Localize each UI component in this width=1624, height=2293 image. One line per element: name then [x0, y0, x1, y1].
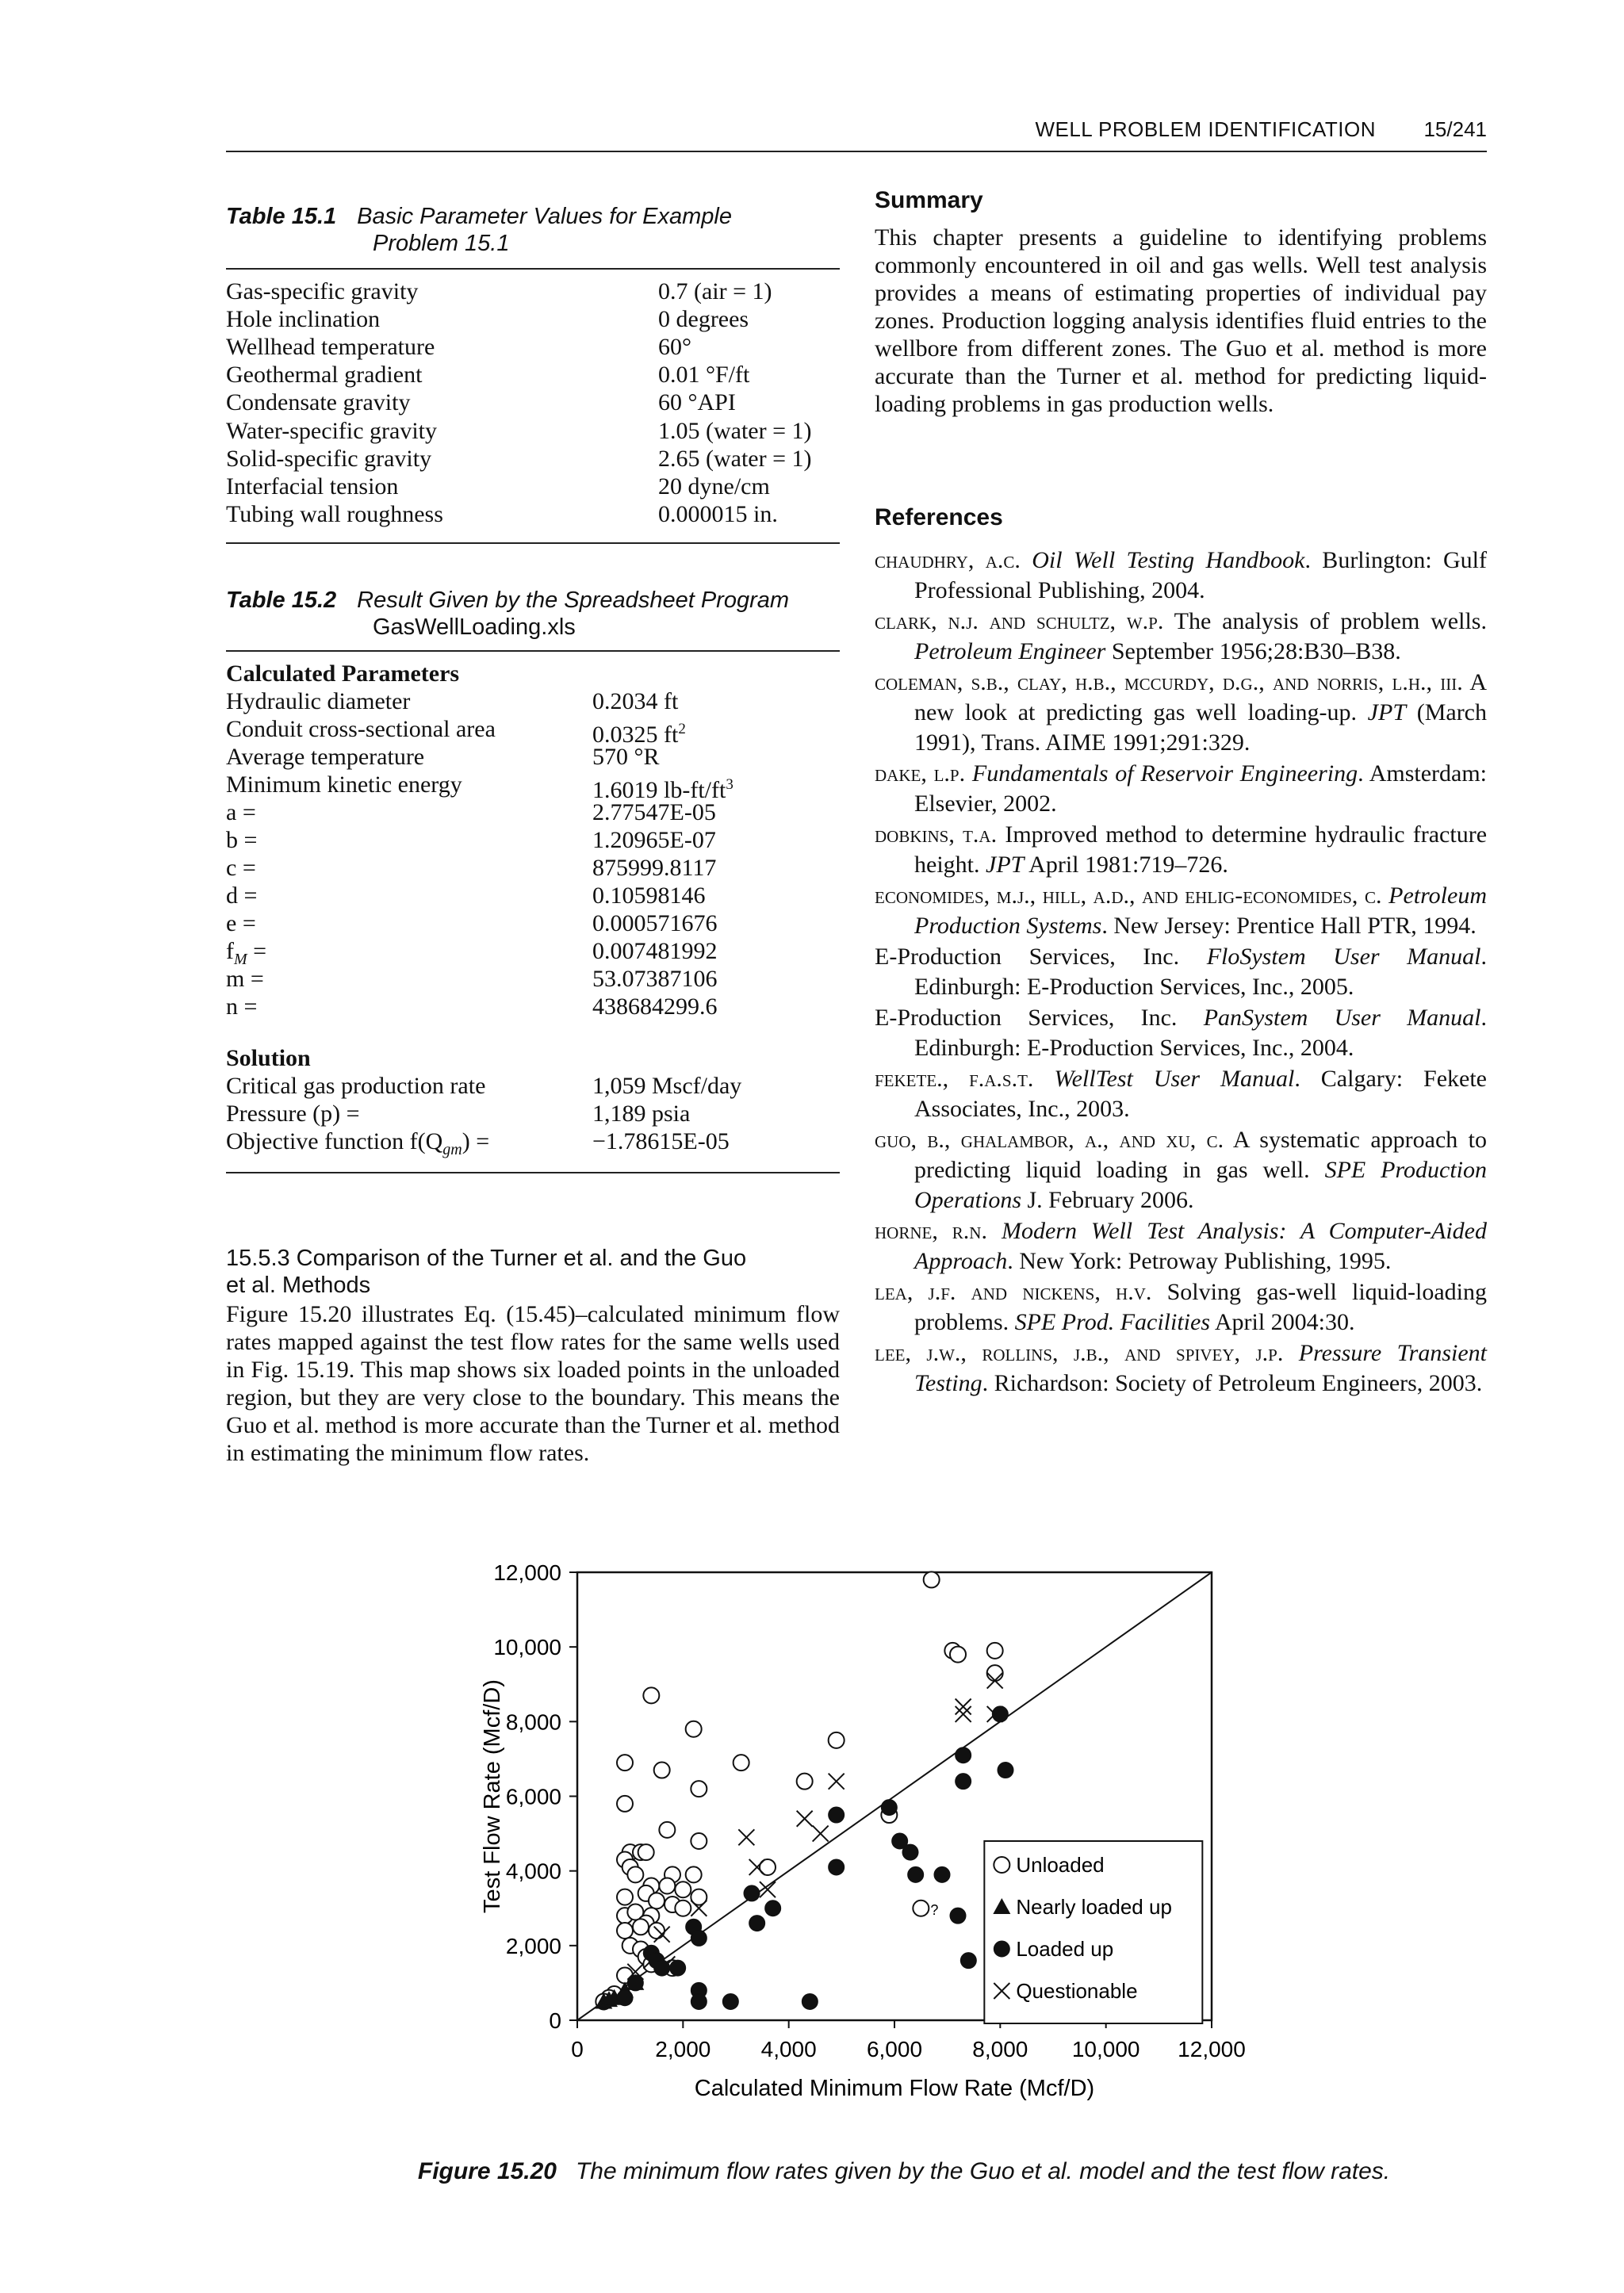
section-body: Figure 15.20 illustrates Eq. (15.45)–calculated minimum flow rates mapped against the test flow rates for the same wells used in Fig. 15.19. This map shows six loaded points in the unloaded region, but they are very close to the boundary. This means the Guo et al. method is more accurate than the Turner et al. method in estimating the minimum flow rates. — [226, 1301, 840, 1466]
page-header — [226, 111, 1487, 152]
reference-title: JPT — [986, 852, 1025, 878]
unloaded-point — [649, 1923, 665, 1939]
unloaded-point — [950, 1647, 966, 1663]
reference-item — [875, 1216, 1487, 1277]
row-label — [226, 473, 398, 500]
reference-item — [875, 1064, 1487, 1124]
y-tick-label: 4,000 — [505, 1859, 561, 1884]
reference-title: Oil Well Testing Handbook — [1032, 547, 1305, 573]
row-label-text: Tubing wall roughness — [226, 500, 443, 527]
unloaded-point — [924, 1571, 940, 1587]
table-15-1-caption — [226, 203, 860, 257]
row-value-text: 0.000571676 — [592, 910, 718, 936]
row-value — [592, 1072, 741, 1100]
row-value — [658, 445, 812, 473]
reference-item — [875, 545, 1487, 606]
row-value-text: 1.6019 lb-ft/ft — [592, 777, 726, 803]
row-label — [226, 687, 410, 715]
legend-label: Questionable — [1016, 1979, 1138, 2003]
reference-authors: guo, b., ghalambor, a., and xu, c. — [875, 1127, 1224, 1153]
table-section-heading: Solution — [226, 1045, 311, 1071]
reference-item — [875, 1125, 1487, 1215]
loaded-up-point — [749, 1916, 765, 1931]
row-label-text: Interfacial tension — [226, 473, 399, 500]
questionable-point — [797, 1811, 813, 1827]
row-label-text: Wellhead temperature — [226, 334, 435, 361]
row-label-tail: ) = — [462, 1128, 490, 1154]
row-label — [226, 361, 422, 389]
row-value-text: 1.20965E-07 — [592, 827, 716, 853]
figure-15-20-chart — [444, 1550, 1285, 2129]
reference-authors: lea, j.f. and nickens, h.v. — [875, 1279, 1152, 1305]
unloaded-point — [797, 1774, 813, 1790]
heading-line: et al. Methods — [226, 1273, 371, 1298]
reference-authors: clark, n.j. and schultz, w.p. — [875, 608, 1164, 634]
unloaded-point — [733, 1755, 749, 1770]
row-label-subscript: gm — [442, 1141, 462, 1158]
reference-authors: dake, l.p. — [875, 760, 966, 787]
unloaded-point — [633, 1919, 649, 1935]
table-rule — [226, 650, 840, 652]
row-label-text: Hydraulic diameter — [226, 688, 411, 714]
row-label-tail: = — [247, 938, 267, 964]
reference-item — [875, 881, 1487, 941]
row-value — [658, 473, 770, 500]
questionable-point — [956, 1706, 971, 1722]
row-label-text: b = — [226, 827, 258, 853]
loaded-up-point — [902, 1844, 918, 1860]
row-value — [658, 500, 778, 528]
row-label — [226, 715, 496, 743]
chart-legend — [984, 1841, 1202, 2023]
x-tick-label: 10,000 — [1071, 2037, 1140, 2061]
row-value-text: 438684299.6 — [592, 993, 718, 1020]
references-list — [875, 545, 1487, 1399]
row-value — [592, 937, 718, 965]
unloaded-point — [617, 1923, 633, 1939]
row-value-text: 875999.8117 — [592, 855, 717, 881]
reference-title: PanSystem User Manual — [1203, 1005, 1481, 1031]
loaded-up-point — [956, 1748, 971, 1763]
reference-details: . Richardson: Society of Petroleum Engineers, 2003. — [982, 1370, 1483, 1396]
loaded-up-point — [765, 1901, 781, 1916]
table-rule — [226, 542, 840, 544]
unloaded-point — [686, 1721, 702, 1737]
row-label — [226, 333, 435, 361]
reference-details: . New York: Petroway Publishing, 1995. — [1007, 1248, 1392, 1274]
row-label — [226, 882, 257, 909]
row-value-text: 0.01 °F/ft — [658, 362, 750, 389]
row-label-text: Pressure (p) = — [226, 1101, 360, 1127]
legend-marker — [994, 1857, 1009, 1873]
loaded-up-point — [691, 1930, 707, 1946]
row-label — [226, 771, 462, 798]
row-value-text: 0 degrees — [658, 306, 749, 333]
x-tick-label: 4,000 — [760, 2037, 817, 2061]
row-label — [226, 826, 257, 854]
row-value — [658, 417, 812, 445]
reference-authors: coleman, s.b., clay, h.b., mccurdy, d.g., and norris, l.h., iii. — [875, 669, 1463, 695]
y-tick-label: 8,000 — [505, 1709, 561, 1735]
references-heading: References — [875, 504, 1003, 530]
reference-details: April 2004:30. — [1210, 1309, 1355, 1335]
table-section-heading: Calculated Parameters — [226, 660, 460, 687]
unloaded-point — [829, 1732, 845, 1748]
row-label — [226, 1127, 489, 1164]
row-label-text: Hole inclination — [226, 306, 381, 333]
row-value-text: 0.0325 ft — [592, 722, 679, 748]
row-label — [226, 278, 418, 305]
caption-line: Problem 15.1 — [373, 231, 510, 256]
row-value — [592, 993, 718, 1020]
reference-title: Fundamentals of Reservoir Engineering — [971, 760, 1358, 787]
reference-article-title: Improved method to determine hydraulic fracture height. — [914, 821, 1488, 878]
reference-article-title: A new look at predicting gas well loading-up. — [914, 669, 1487, 725]
table-15-1 — [226, 278, 840, 539]
caption-line: Result Given by the Spreadsheet Program — [357, 588, 790, 613]
row-label-text: Water-specific gravity — [226, 417, 438, 444]
loaded-up-point — [744, 1885, 760, 1901]
row-label — [226, 965, 264, 993]
reference-details: . Amsterdam: Elsevier, 2002. — [914, 760, 1488, 817]
reference-authors: E-Production Services, Inc. — [875, 944, 1180, 970]
row-value-text: 2.77547E-05 — [592, 799, 716, 825]
reference-title: WellTest User Manual — [1054, 1066, 1295, 1092]
y-tick-label: 2,000 — [505, 1933, 561, 1958]
row-label — [226, 909, 256, 937]
row-label — [226, 445, 431, 473]
unloaded-point — [617, 1755, 633, 1770]
row-label — [226, 993, 257, 1020]
reference-title: FloSystem User Manual — [1206, 944, 1481, 970]
reference-item — [875, 1277, 1487, 1338]
row-value-text: 60 °API — [658, 389, 736, 416]
reference-item — [875, 1003, 1487, 1063]
row-value — [592, 1127, 730, 1155]
reference-authors: lee, j.w., rollins, j.b., and spivey, j.p. — [875, 1340, 1284, 1366]
reference-authors: dobkins, t.a. — [875, 821, 998, 848]
row-label — [226, 743, 424, 771]
loaded-up-point — [950, 1908, 966, 1924]
section-heading — [226, 1245, 840, 1299]
row-value — [592, 965, 718, 993]
row-value-text: 0.007481992 — [592, 938, 718, 964]
row-label-text: Average temperature — [226, 744, 425, 770]
reference-item — [875, 759, 1487, 819]
reference-details: . New Jersey: Prentice Hall PTR, 1994. — [1101, 913, 1477, 939]
row-label-text: n = — [226, 993, 258, 1020]
annotation-question-mark: ? — [930, 1901, 939, 1918]
unloaded-point — [659, 1822, 675, 1838]
row-value-text: 0.10598146 — [592, 882, 706, 909]
row-value-text: −1.78615E-05 — [592, 1128, 730, 1154]
row-label-text: m = — [226, 966, 264, 992]
reference-item — [875, 1338, 1487, 1399]
reference-authors: fekete., f.a.s.t. — [875, 1066, 1034, 1092]
running-title: WELL PROBLEM IDENTIFICATION — [1035, 117, 1376, 141]
reference-title: Pressure Transient Testing — [914, 1340, 1488, 1396]
reference-details: September 1956;28:B30–B38. — [1105, 638, 1401, 664]
reference-details: . Calgary: Fekete Associates, Inc., 2003. — [914, 1066, 1487, 1122]
reference-item — [875, 820, 1487, 880]
reference-details: J. February 2006. — [1021, 1187, 1194, 1213]
figure-label: Figure 15.20 — [417, 2158, 557, 2184]
y-tick-label: 6,000 — [505, 1784, 561, 1809]
row-value — [658, 333, 691, 361]
row-value-text: 2.65 (water = 1) — [658, 445, 812, 472]
table-rule — [226, 268, 840, 270]
row-label — [226, 1072, 485, 1100]
reference-article-title: The analysis of problem wells. — [1174, 608, 1487, 634]
reference-authors: E-Production Services, Inc. — [875, 1005, 1178, 1031]
row-value — [592, 826, 716, 854]
row-value-superscript: 2 — [678, 721, 686, 737]
row-value — [592, 882, 706, 909]
row-label-text: Gas-specific gravity — [226, 278, 419, 304]
row-label-text: Conduit cross-sectional area — [226, 716, 496, 742]
row-value — [658, 389, 736, 416]
row-value — [592, 1100, 690, 1127]
reference-details: . Edinburgh: E-Production Services, Inc., 2004. — [914, 1005, 1488, 1061]
unloaded-point — [987, 1665, 1003, 1681]
legend-label: Unloaded — [1016, 1853, 1105, 1877]
y-tick-label: 12,000 — [493, 1560, 561, 1585]
unloaded-point — [686, 1866, 702, 1882]
row-value — [592, 743, 660, 771]
x-tick-label: 8,000 — [972, 2037, 1028, 2061]
row-value-text: 570 °R — [592, 744, 660, 770]
row-value-superscript: 3 — [726, 776, 733, 793]
row-value — [658, 361, 749, 389]
row-label-text: Solid-specific gravity — [226, 445, 432, 472]
reference-item — [875, 607, 1487, 667]
row-label-text: Geothermal gradient — [226, 362, 423, 389]
x-tick-label: 12,000 — [1178, 2037, 1246, 2061]
row-value — [592, 909, 718, 937]
row-value-text: 1,059 Mscf/day — [592, 1073, 742, 1099]
loaded-up-point — [670, 1960, 686, 1976]
row-label — [226, 305, 380, 333]
table-rule — [226, 1172, 840, 1173]
reference-item — [875, 942, 1487, 1002]
row-value-text: 60° — [658, 334, 691, 361]
row-label — [226, 389, 410, 416]
loaded-up-point — [654, 1960, 670, 1976]
reference-title: SPE Prod. Facilities — [1014, 1309, 1210, 1335]
loaded-up-point — [881, 1800, 897, 1816]
row-value-text: 1,189 psia — [592, 1101, 691, 1127]
y-axis-label: Test Flow Rate (Mcf/D) — [480, 1679, 505, 1913]
table-label: Table 15.2 — [226, 588, 337, 613]
legend-marker — [994, 1941, 1009, 1957]
reference-title: SPE Production Operations — [914, 1157, 1487, 1213]
loaded-up-point — [722, 1993, 738, 2009]
loaded-up-point — [829, 1859, 845, 1875]
unloaded-point — [675, 1881, 691, 1897]
unloaded-point — [617, 1889, 633, 1905]
row-label-text: Condensate gravity — [226, 389, 411, 416]
row-label-text: d = — [226, 882, 258, 909]
page-number: 15/241 — [1423, 117, 1487, 141]
row-value — [592, 854, 716, 882]
caption-line: Basic Parameter Values for Example — [357, 204, 732, 229]
summary-body: This chapter presents a guideline to identifying problems commonly encountered in oil and gas wells. Well test analysis provides a means of estimating properties of individual pay zones. Production logging analysis identifies fluid entries to the wellbore from different zones. The Guo et al. method is more accurate than the Turner et al. method for predicting liquid-loading problems in gas production wells. — [875, 224, 1487, 417]
row-label-text: a = — [226, 799, 256, 825]
row-value-text: 20 dyne/cm — [658, 473, 770, 500]
row-value-text: 1.05 (water = 1) — [658, 417, 812, 444]
reference-details: . Burlington: Gulf Professional Publishing, 2004. — [914, 547, 1487, 603]
reference-authors: horne, r.n. — [875, 1218, 987, 1244]
row-value-text: 0.000015 in. — [658, 500, 778, 527]
table-label: Table 15.1 — [226, 204, 337, 229]
unloaded-point — [691, 1781, 707, 1797]
questionable-point — [813, 1826, 829, 1842]
row-value — [658, 278, 772, 305]
loaded-up-point — [829, 1807, 845, 1823]
y-tick-label: 10,000 — [493, 1635, 561, 1660]
reference-authors: economides, m.j., hill, a.d., and ehlig-economides, c. — [875, 882, 1382, 909]
questionable-point — [738, 1829, 754, 1845]
reference-title: Petroleum Production Systems — [914, 882, 1487, 939]
reference-details: . Edinburgh: E-Production Services, Inc., 2005. — [914, 944, 1487, 1000]
row-label-text: Minimum kinetic energy — [226, 771, 462, 798]
chart-marks — [595, 1571, 1013, 2009]
questionable-point — [956, 1699, 971, 1715]
row-label — [226, 417, 437, 445]
caption-text: The minimum flow rates given by the Guo et al. model and the test flow rates. — [575, 2158, 1391, 2184]
summary-heading: Summary — [875, 187, 983, 213]
row-label — [226, 500, 443, 528]
row-label-subscript: M — [234, 951, 247, 968]
loaded-up-point — [908, 1866, 924, 1882]
legend-label: Nearly loaded up — [1016, 1895, 1172, 1919]
row-label — [226, 854, 256, 882]
figure-caption — [341, 2158, 1467, 2185]
row-label — [226, 798, 256, 826]
reference-details: April 1981:719–726. — [1024, 852, 1228, 878]
row-value-text: 0.2034 ft — [592, 688, 679, 714]
row-label-text: Objective function f(Q — [226, 1128, 443, 1154]
loaded-up-point — [691, 1993, 707, 2009]
row-label-text: Critical gas production rate — [226, 1073, 486, 1099]
row-value — [592, 687, 678, 715]
reference-item — [875, 668, 1487, 758]
unloaded-point — [649, 1893, 665, 1908]
loaded-up-point — [934, 1866, 950, 1882]
row-value — [658, 305, 749, 333]
x-tick-label: 2,000 — [655, 2037, 711, 2061]
reference-article-title: A systematic approach to predicting liquid loading in gas well. — [914, 1127, 1487, 1183]
row-value-text: 0.7 (air = 1) — [658, 278, 772, 304]
unloaded-point — [691, 1833, 707, 1849]
y-tick-label: 0 — [549, 2008, 561, 2033]
reference-authors: chaudhry, a.c. — [875, 547, 1021, 573]
reference-details: (March 1991), Trans. AIME 1991;291:329. — [914, 699, 1487, 756]
row-value — [592, 798, 716, 826]
unloaded-point — [643, 1687, 659, 1703]
unloaded-point — [638, 1844, 654, 1860]
row-label-text: c = — [226, 855, 256, 881]
unloaded-point — [654, 1763, 670, 1778]
x-tick-label: 6,000 — [866, 2037, 923, 2061]
reference-title: Petroleum Engineer — [914, 638, 1106, 664]
reference-title: Modern Well Test Analysis: A Computer-Aided Approach — [914, 1218, 1487, 1274]
loaded-up-point — [617, 1990, 633, 2006]
unloaded-point — [617, 1796, 633, 1812]
reference-title: JPT — [1367, 699, 1406, 725]
unloaded-point — [659, 1878, 675, 1894]
row-label-text: f — [226, 938, 234, 964]
legend-label: Loaded up — [1016, 1937, 1114, 1961]
table-15-2-caption — [226, 587, 860, 641]
table-15-2 — [226, 660, 840, 1167]
loaded-up-point — [998, 1763, 1013, 1778]
unloaded-point — [675, 1901, 691, 1916]
caption-line: GasWellLoading.xls — [373, 614, 576, 640]
reference-article-title: Solving gas-well liquid-loading problems. — [914, 1279, 1487, 1335]
row-value-text: 53.07387106 — [592, 966, 718, 992]
x-tick-label: 0 — [571, 2037, 584, 2061]
unloaded-point — [913, 1901, 929, 1916]
unloaded-point — [987, 1643, 1003, 1659]
row-label-text: e = — [226, 910, 256, 936]
loaded-up-point — [960, 1953, 976, 1969]
questionable-point — [829, 1774, 845, 1790]
row-label — [226, 1100, 360, 1127]
unloaded-point — [627, 1866, 643, 1882]
loaded-up-point — [956, 1774, 971, 1790]
x-axis-label: Calculated Minimum Flow Rate (Mcf/D) — [694, 2076, 1095, 2101]
loaded-up-point — [802, 1993, 818, 2009]
heading-line: 15.5.3 Comparison of the Turner et al. and the Guo — [226, 1246, 747, 1271]
